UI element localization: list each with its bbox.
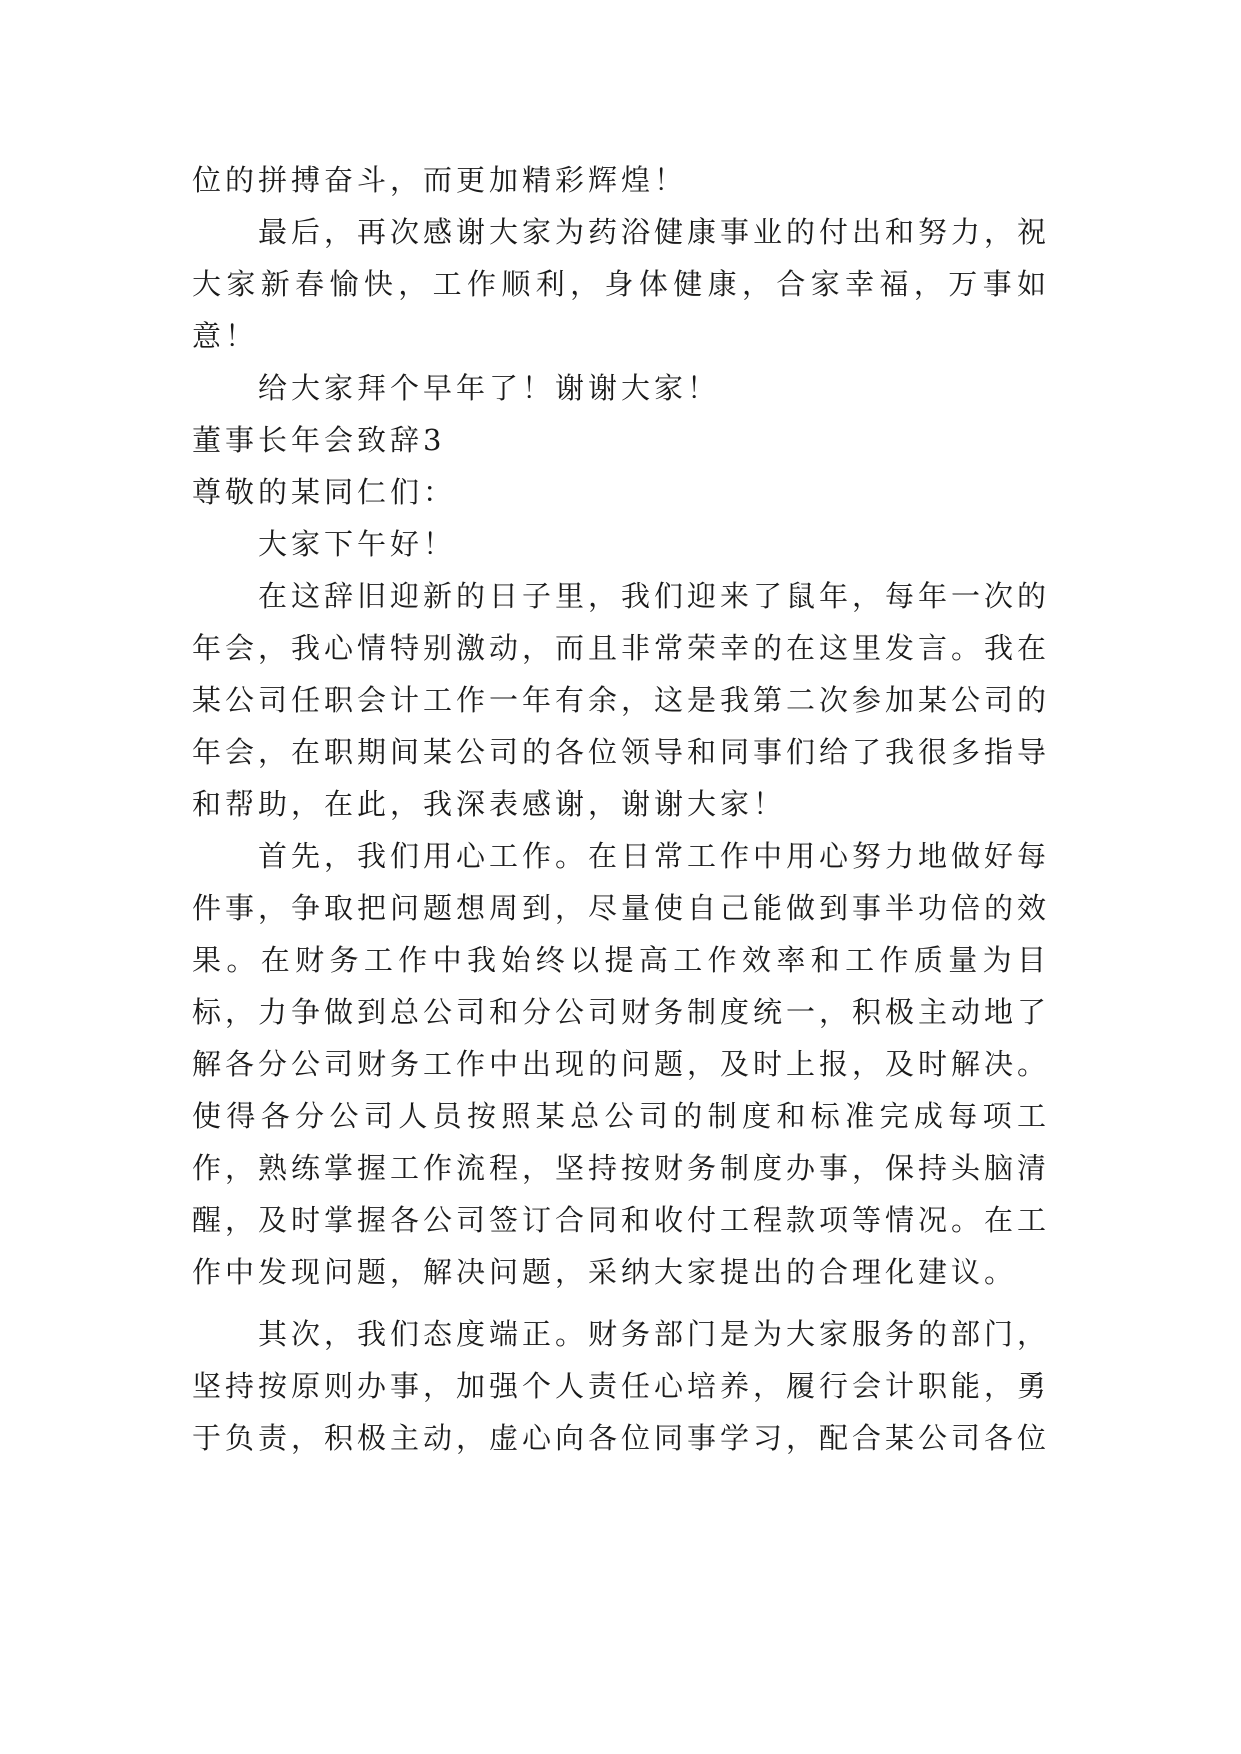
greeting: 大家下午好！ bbox=[258, 527, 457, 561]
section-heading: 董事长年会致辞3 bbox=[192, 423, 446, 457]
paragraph-intro: 在这辞旧迎新的日子里，我们迎来了鼠年，每年一次的年会，我心情特别激动，而且非常荣幸的在这里发言。我在某公司任职会计工作一年有余，这是我第二次参加某公司的年会，在职期间某公司的各位领导和同事们给了我很多指导和帮助，在此，我深表感谢，谢谢大家！ bbox=[192, 579, 1051, 821]
paragraph-closing-wishes: 最后，再次感谢大家为药浴健康事业的付出和努力，祝大家新春愉快，工作顺利，身体健康，合家幸福，万事如意！ bbox=[192, 215, 1051, 353]
paragraph-thanks: 给大家拜个早年了！谢谢大家！ bbox=[258, 371, 721, 405]
paragraph-continuation: 位的拼搏奋斗，而更加精彩辉煌！ bbox=[192, 163, 688, 197]
paragraph-second-point: 其次，我们态度端正。财务部门是为大家服务的部门，坚持按原则办事，加强个人责任心培养，履行会计职能，勇于负责，积极主动，虚心向各位同事学习，配合某公司各位 bbox=[192, 1317, 1051, 1455]
document-body bbox=[192, 154, 1050, 1464]
paragraph-first-point: 首先，我们用心工作。在日常工作中用心努力地做好每件事，争取把问题想周到，尽量使自己能做到事半功倍的效果。在财务工作中我始终以提高工作效率和工作质量为目标，力争做到总公司和分公司财务制度统一，积极主动地了解各分公司财务工作中出现的问题，及时上报，及时解决。使得各分公司人员按照某总公司的制度和标准完成每项工作，熟练掌握工作流程，坚持按财务制度办事，保持头脑清醒，及时掌握各公司签订合同和收付工程款项等情况。在工作中发现问题，解决问题，采纳大家提出的合理化建议。 bbox=[192, 839, 1051, 1289]
salutation: 尊敬的某同仁们： bbox=[192, 475, 457, 509]
